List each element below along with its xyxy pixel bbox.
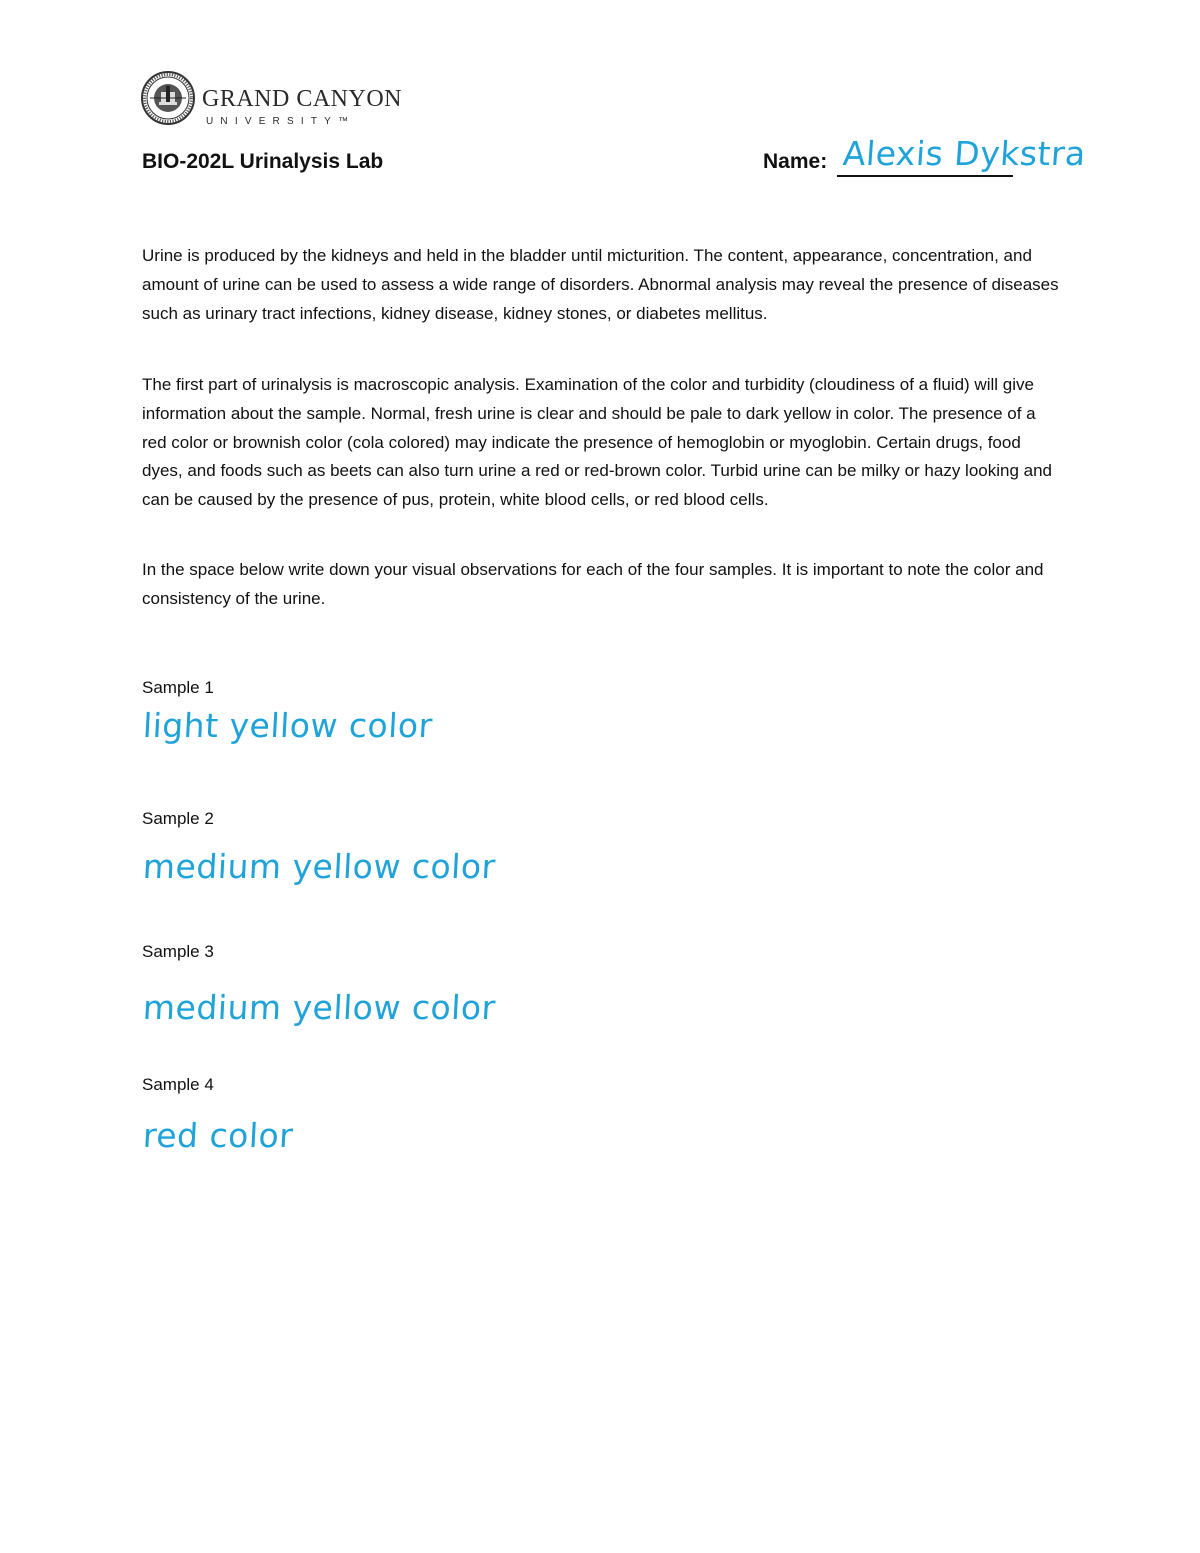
sample-1-label: Sample 1: [142, 678, 214, 697]
sample-4-answer[interactable]: red color: [141, 1116, 295, 1155]
name-underline: [837, 175, 1013, 177]
logo-subword: UNIVERSITY™: [206, 116, 356, 127]
university-logo: [140, 70, 403, 130]
name-field[interactable]: Alexis Dykstra: [841, 134, 1088, 173]
logo-wordmark: GRAND CANYON: [202, 86, 403, 112]
sample-2-answer[interactable]: medium yellow color: [141, 847, 497, 886]
name-label: Name:: [763, 150, 828, 173]
sample-2-label: Sample 2: [142, 809, 214, 828]
sample-1-answer[interactable]: light yellow color: [141, 706, 434, 745]
sample-3-answer[interactable]: medium yellow color: [141, 988, 497, 1027]
intro-paragraph: Urine is produced by the kidneys and held in the bladder until micturition. The content, appearance, concentration, and amount of urine can be used to assess a wide range of disorders. Abnormal analysis may reveal the presence of diseases such as urinary tract infections, kidney disease, kidney stones, or diabetes mellitus.: [142, 246, 1059, 323]
sample-4-label: Sample 4: [142, 1075, 214, 1094]
instructions-paragraph: In the space below write down your visual observations for each of the four samples. It is important to note the color and consistency of the urine.: [142, 560, 1044, 608]
sample-3-label: Sample 3: [142, 942, 214, 961]
page-title: BIO-202L Urinalysis Lab: [142, 150, 384, 173]
university-seal-icon: [140, 70, 196, 126]
macroscopic-paragraph: The first part of urinalysis is macroscopic analysis. Examination of the color and turbidity (cloudiness of a fluid) will give information about the sample. Normal, fresh urine is clear and should be pale to dark yellow in color. The presence of a red color or brownish color (cola colored) may indicate the presence of hemoglobin or myoglobin. Certain drugs, food dyes, and foods such as beets can also turn urine a red or red-brown color. Turbid urine can be milky or hazy looking and can be caused by the presence of pus, protein, white blood cells, or red blood cells.: [142, 375, 1053, 510]
